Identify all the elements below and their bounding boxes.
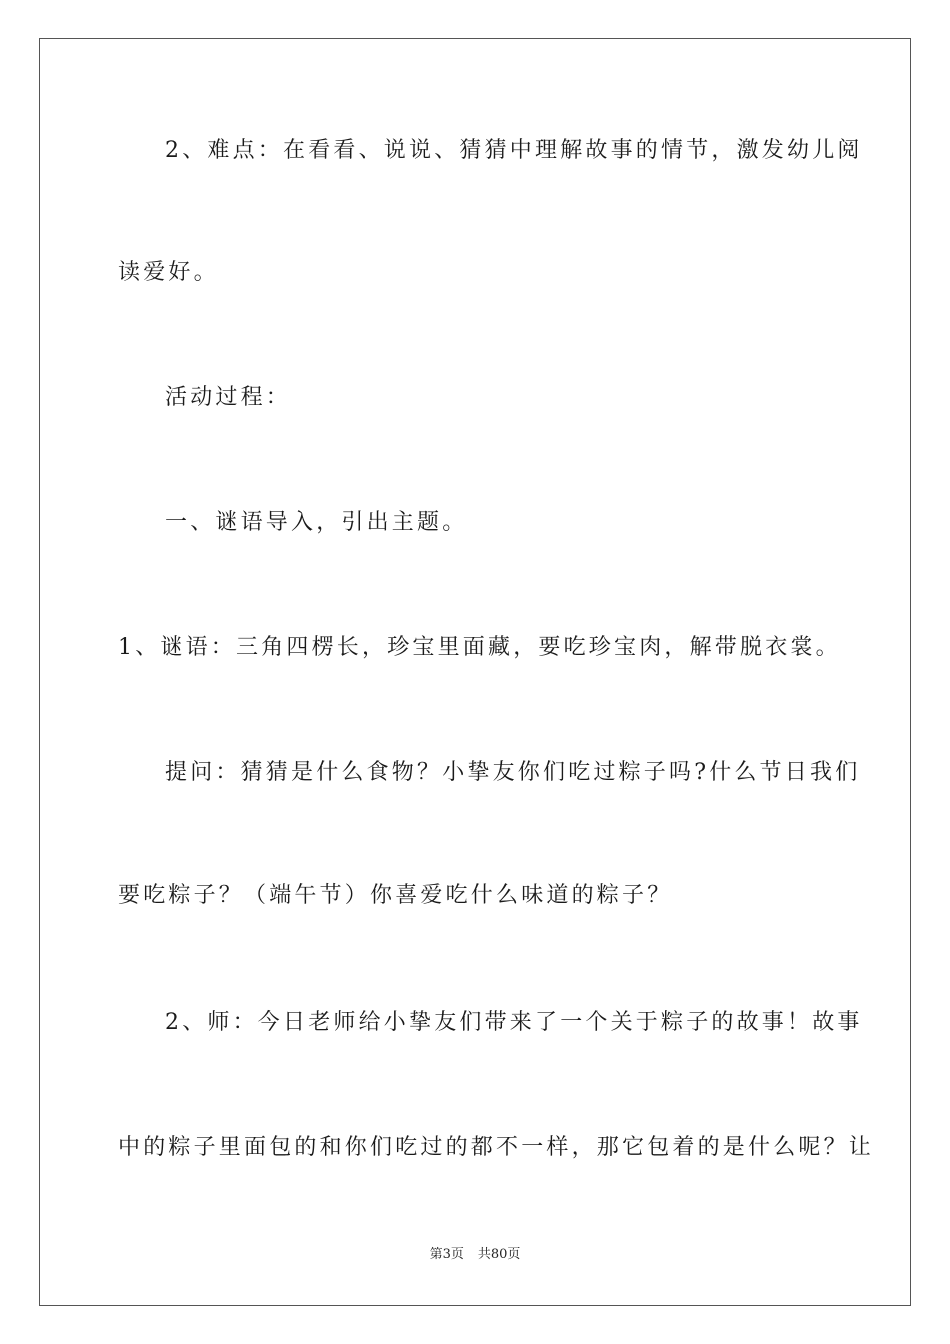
page-footer xyxy=(0,1246,950,1264)
paragraph-line-4: 一、谜语导入，引出主题。 xyxy=(165,510,468,535)
paragraph-line-6: 提问：猜猜是什么食物？小挚友你们吃过粽子吗?什么节日我们 xyxy=(165,760,861,785)
page-number-current: 第3页 xyxy=(429,1247,464,1262)
page-border xyxy=(39,38,911,1306)
paragraph-line-9: 中的粽子里面包的和你们吃过的都不一样，那它包着的是什么呢？让 xyxy=(118,1135,875,1160)
paragraph-line-5: 1、谜语：三角四楞长，珍宝里面藏，要吃珍宝肉，解带脱衣裳。 xyxy=(118,635,841,660)
paragraph-line-7: 要吃粽子？（端午节）你喜爱吃什么味道的粽子？ xyxy=(118,883,673,908)
paragraph-line-2: 读爱好。 xyxy=(118,260,219,285)
paragraph-line-1: 2、难点：在看看、说说、猜猜中理解故事的情节，激发幼儿阅 xyxy=(165,138,863,163)
paragraph-line-8: 2、师：今日老师给小挚友们带来了一个关于粽子的故事！故事 xyxy=(165,1010,863,1035)
page-number-total: 共80页 xyxy=(477,1247,521,1262)
paragraph-line-3: 活动过程： xyxy=(165,385,292,410)
